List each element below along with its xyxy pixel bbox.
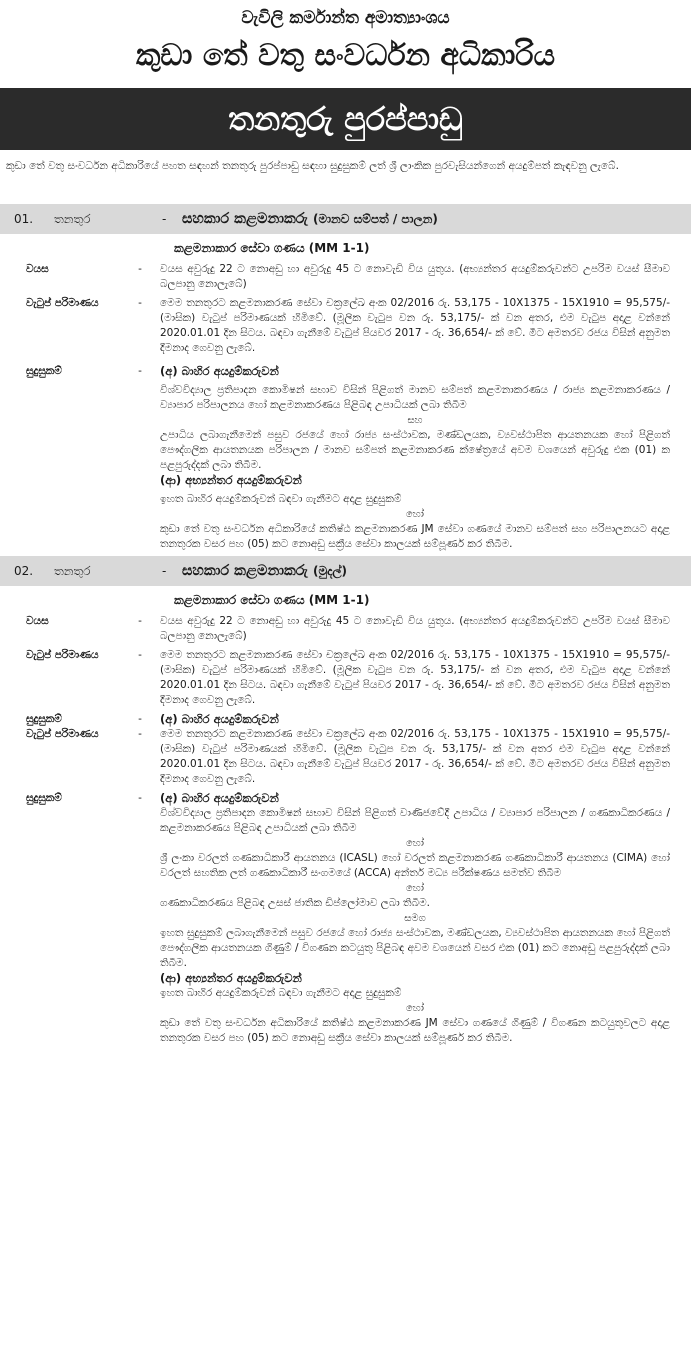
service-grade: කළමනාකාර සේවා ගණය (MM 1-1)	[174, 593, 370, 607]
qualifications-body	[160, 791, 678, 1046]
age-label: වයස	[26, 263, 49, 275]
conjunction: හෝ	[406, 1003, 424, 1014]
salary-text: මෙම තනතුරට කළමනාකරණ සේවා චක්‍රලේඛ අංක 02/2016 රු. 53,175 - 10X1375 - 15X1910 = 95,575/- (මාසික) වැටුප් පරිමාණයක් හිමිවේ. (මූලික වැටුප වන රු. 53,175/- ක් වන අතර, එම වැටුප අදාළ වන්නේ 2020.01.01 දින සිටය. බඳවා ගැනීමේ වැටුප් පියවර 2017 - රු. 36,654/- ක් වේ. මීට අමතරව රජය විසින් අනුමත දීමනාද ගෙවනු ලැබේ.	[160, 649, 670, 706]
internal-requirement-text: ඉහත බාහිර අයදුම්කරුවන් බඳවා ගැනීමට අදාළ සුදුසුකම්	[160, 493, 402, 505]
separator-dash: -	[138, 728, 142, 740]
external-requirement-text: උපාධිය ලබාගැනීමෙන් පසුව රජයේ හෝ රාජ්‍ය සංස්ථාවක, මණ්ඩලයක, ව්‍යවස්ථාපිත ආයතනයක හෝ පිළිගත් පෞද්ගලික ආයතනයක පරිපාලන / මානව සම්පත් කළමනාකරණ ක්ෂේත්‍රයේ අවම වශයෙන් අවුරුදු එක (01) ක පළපුරුද්දක් ලබා තිබීම.	[160, 429, 670, 471]
age-row	[0, 262, 691, 292]
salary-text: මෙම තනතුරට කළමනාකරණ සේවා චක්‍රලේඛ අංක 02/2016 රු. 53,175 - 10X1375 - 15X1910 = 95,575/- (මාසික) වැටුප් පරිමාණයක් හිමිවේ. (මූලික වැටුප වන රු. 53,175/- ක් වන අතර, එම වැටුප අදාළ වන්නේ 2020.01.01 දින සිටය. බඳවා ගැනීමේ වැටුප් පියවර 2017 - රු. 36,654/- ක් වේ. මීට අමතරව රජය විසින් අනුමත දීමනාද ගෙවනු ලැබේ.	[160, 297, 670, 354]
separator-dash: -	[138, 615, 142, 627]
separator-dash: -	[138, 649, 142, 661]
vacancies-banner: තනතුරු පුරප්පාඩු	[0, 88, 691, 150]
external-applicants-heading: (අ) බාහිර අයදුම්කරුවන්	[160, 364, 279, 378]
age-label: වයස	[26, 615, 49, 627]
intro-text: කුඩා තේ වතු සංවර්ධන අධිකාරියේ පහත සඳහන් තනතුරු පුරප්පාඩු සඳහා සුදුසුකම් ලත් ශ්‍රී ලාංකික පුරවැසියන්ගෙන් අයදුම්පත් කැඳවනු ලැබේ.	[6, 160, 619, 172]
conjunction: සහ	[407, 415, 423, 426]
ministry-title: වැවිලි කර්මාන්ත අමාත්‍යාංශය	[241, 8, 450, 28]
position-title-sub: (මුදල්)	[312, 564, 348, 578]
salary-label: වැටුප් පරිමාණය	[26, 297, 99, 309]
external-requirement-text: විශ්වවිද්‍යාල ප්‍රතිපාදන කොමිෂන් සභාව විසින් පිළිගත් වාණිජවේදී උපාධිය / ව්‍යාපාර පරිපාලන / ගණකාධිකරණය / කළමනාකරණය පිළිබඳ උපාධියක් ලබා තිබීම	[160, 807, 670, 834]
age-text: වයස අවුරුදු 22 ට නොඅඩු හා අවුරුදු 45 ට නොවැඩි විය යුතුය. (අභ්‍යන්තර අයදුම්කරුවන්ට උපරිම වයස් සීමාව බලපානු නොලැබේ)	[160, 615, 670, 642]
post-label: තනතුර	[54, 211, 91, 226]
qualifications-row	[0, 791, 691, 1046]
position-title	[174, 563, 347, 579]
conjunction: හෝ	[406, 509, 424, 520]
position-title-sub: (මානව සම්පත් / පාලන)	[312, 212, 438, 226]
external-applicants-heading: (අ) බාහිර අයදුම්කරුවන්	[160, 712, 279, 726]
salary-row	[0, 727, 691, 787]
external-applicants-heading: (අ) බාහිර අයදුම්කරුවන්	[160, 791, 279, 805]
conjunction: සමග	[404, 913, 426, 924]
separator-dash: -	[138, 297, 142, 309]
qualifications-label: සුදුසුකම්	[26, 365, 62, 377]
age-row	[0, 614, 691, 644]
qualifications-row	[0, 712, 691, 727]
conjunction: හෝ	[406, 838, 424, 849]
qualifications-body	[160, 364, 678, 552]
position-header	[0, 556, 691, 586]
position-number: 01.	[14, 212, 34, 226]
salary-row	[0, 648, 691, 708]
internal-applicants-heading: (ආ) අභ්‍යන්තර අයදුම්කරුවන්	[160, 473, 302, 487]
external-requirement-text: ඉහත සුදුසුකම් ලබාගැනීමෙන් පසුව රජයේ හෝ රාජ්‍ය සංස්ථාවක, මණ්ඩලයක, ව්‍යවස්ථාපිත ආයතනයක හෝ පිළිගත් පෞද්ගලික ආයතනයක ගිණුම් / විගණන කටයුතු පිළිබඳ අවම වශයෙන් වසර එක (01) කට නොඅඩු පළපුරුද්දක් ලබා තිබීම.	[160, 927, 670, 969]
position-header	[0, 204, 691, 234]
internal-requirement-text: ඉහත බාහිර අයදුම්කරුවන් බඳවා ගැනීමට අදාළ සුදුසුකම්	[160, 987, 402, 999]
internal-applicants-heading: (ආ) අභ්‍යන්තර අයදුම්කරුවන්	[160, 971, 302, 985]
service-grade: කළමනාකාර සේවා ගණය (MM 1-1)	[174, 241, 370, 255]
position-title	[174, 211, 438, 227]
salary-text: මෙම තනතුරට කළමනාකරණ සේවා චක්‍රලේඛ අංක 02/2016 රු. 53,175 - 10X1375 - 15X1910 = 95,575/- (මාසික) වැටුප් පරිමාණයක් හිමිවේ. (මූලික වැටුප වන රු. 53,175/- ක් වන අතර එම වැටුප අදාළ වන්නේ 2020.01.01 දින සිටය. බඳවා ගැනීමේ වැටුප් පියවර 2017 - රු. 36,654/- ක් වේ. මීට අමතරව රජය විසින් අනුමත දීමනාද ගෙවනු ලැබේ.	[160, 728, 670, 785]
separator-dash: -	[138, 713, 142, 725]
separator-dash: -	[138, 365, 142, 377]
separator-dash: -	[162, 212, 167, 226]
internal-requirement-text: කුඩා තේ වතු සංවර්ධන අධිකාරියේ කතිෂ්ඨ කළමනාකරණ JM සේවා ගණයේ මානව සම්පත් සහ පරිපාලනයට අදාළ තනතුරක වසර පහ (05) කට නොඅඩු සක්‍රීය සේවා කාලයක් සම්පූර්ණ කර තිබීම.	[160, 523, 670, 550]
position-number: 02.	[14, 564, 34, 578]
conjunction: හෝ	[406, 883, 424, 894]
salary-label: වැටුප් පරිමාණය	[26, 728, 99, 740]
external-requirement-text: ශ්‍රී ලංකා වරලත් ගණකාධිකාරී ආයතනය (ICASL) හෝ වරලත් කළමනාකරණ ගණකාධිකාරී ආයතනය (CIMA) හෝ වරලත් සහතික ලත් ගණකාධිකාරී සංගමයේ (ACCA) අන්තර් මධ්‍ය පරීක්ෂණය සමත්ව තිබීම	[160, 852, 670, 879]
separator-dash: -	[138, 792, 142, 804]
qualifications-label: සුදුසුකම්	[26, 792, 62, 804]
external-requirement-text: විශ්වවිද්‍යාල ප්‍රතිපාදන කොමිෂන් සභාව විසින් පිළිගත් මානව සම්පත් කළමනාකරණය / රාජ්‍ය කළමනාකරණය / ව්‍යාපාර පරිපාලනය හෝ කළමනාකරණය පිළිබඳ උපාධියක් ලබා තිබීම	[160, 384, 670, 411]
age-text: වයස අවුරුදු 22 ට නොඅඩු හා අවුරුදු 45 ට නොවැඩි විය යුතුය. (අභ්‍යන්තර අයදුම්කරුවන්ට උපරිම වයස් සීමාව බලපානු නොලැබේ)	[160, 263, 670, 290]
salary-label: වැටුප් පරිමාණය	[26, 649, 99, 661]
separator-dash: -	[162, 564, 167, 578]
external-requirement-text: ගණකාධිකරණය පිළිබඳ උසස් ජාතික ඩිප්ලෝමාව ලබා තිබීම.	[160, 897, 430, 909]
internal-requirement-text: කුඩා තේ වතු සංවර්ධන අධිකාරියේ කතිෂ්ඨ කළමනාකරණ JM සේවා ගණයේ ගිණුම් / විගණන කටයුතුවලට අදාළ තනතුරක වසර පහ (05) කට නොඅඩු සක්‍රීය සේවා කාලයක් සම්පූර්ණ කර තිබීම.	[160, 1017, 670, 1044]
post-label: තනතුර	[54, 563, 91, 578]
position-title-main: සහකාර කළමනාකරු	[182, 563, 308, 579]
qualifications-label: සුදුසුකම්	[26, 713, 62, 725]
position-title-main: සහකාර කළමනාකරු	[182, 211, 308, 227]
salary-row	[0, 296, 691, 356]
separator-dash: -	[138, 263, 142, 275]
qualifications-row	[0, 364, 691, 552]
authority-title: කුඩා තේ වතු සංවර්ධන අධිකාරිය	[135, 38, 556, 73]
